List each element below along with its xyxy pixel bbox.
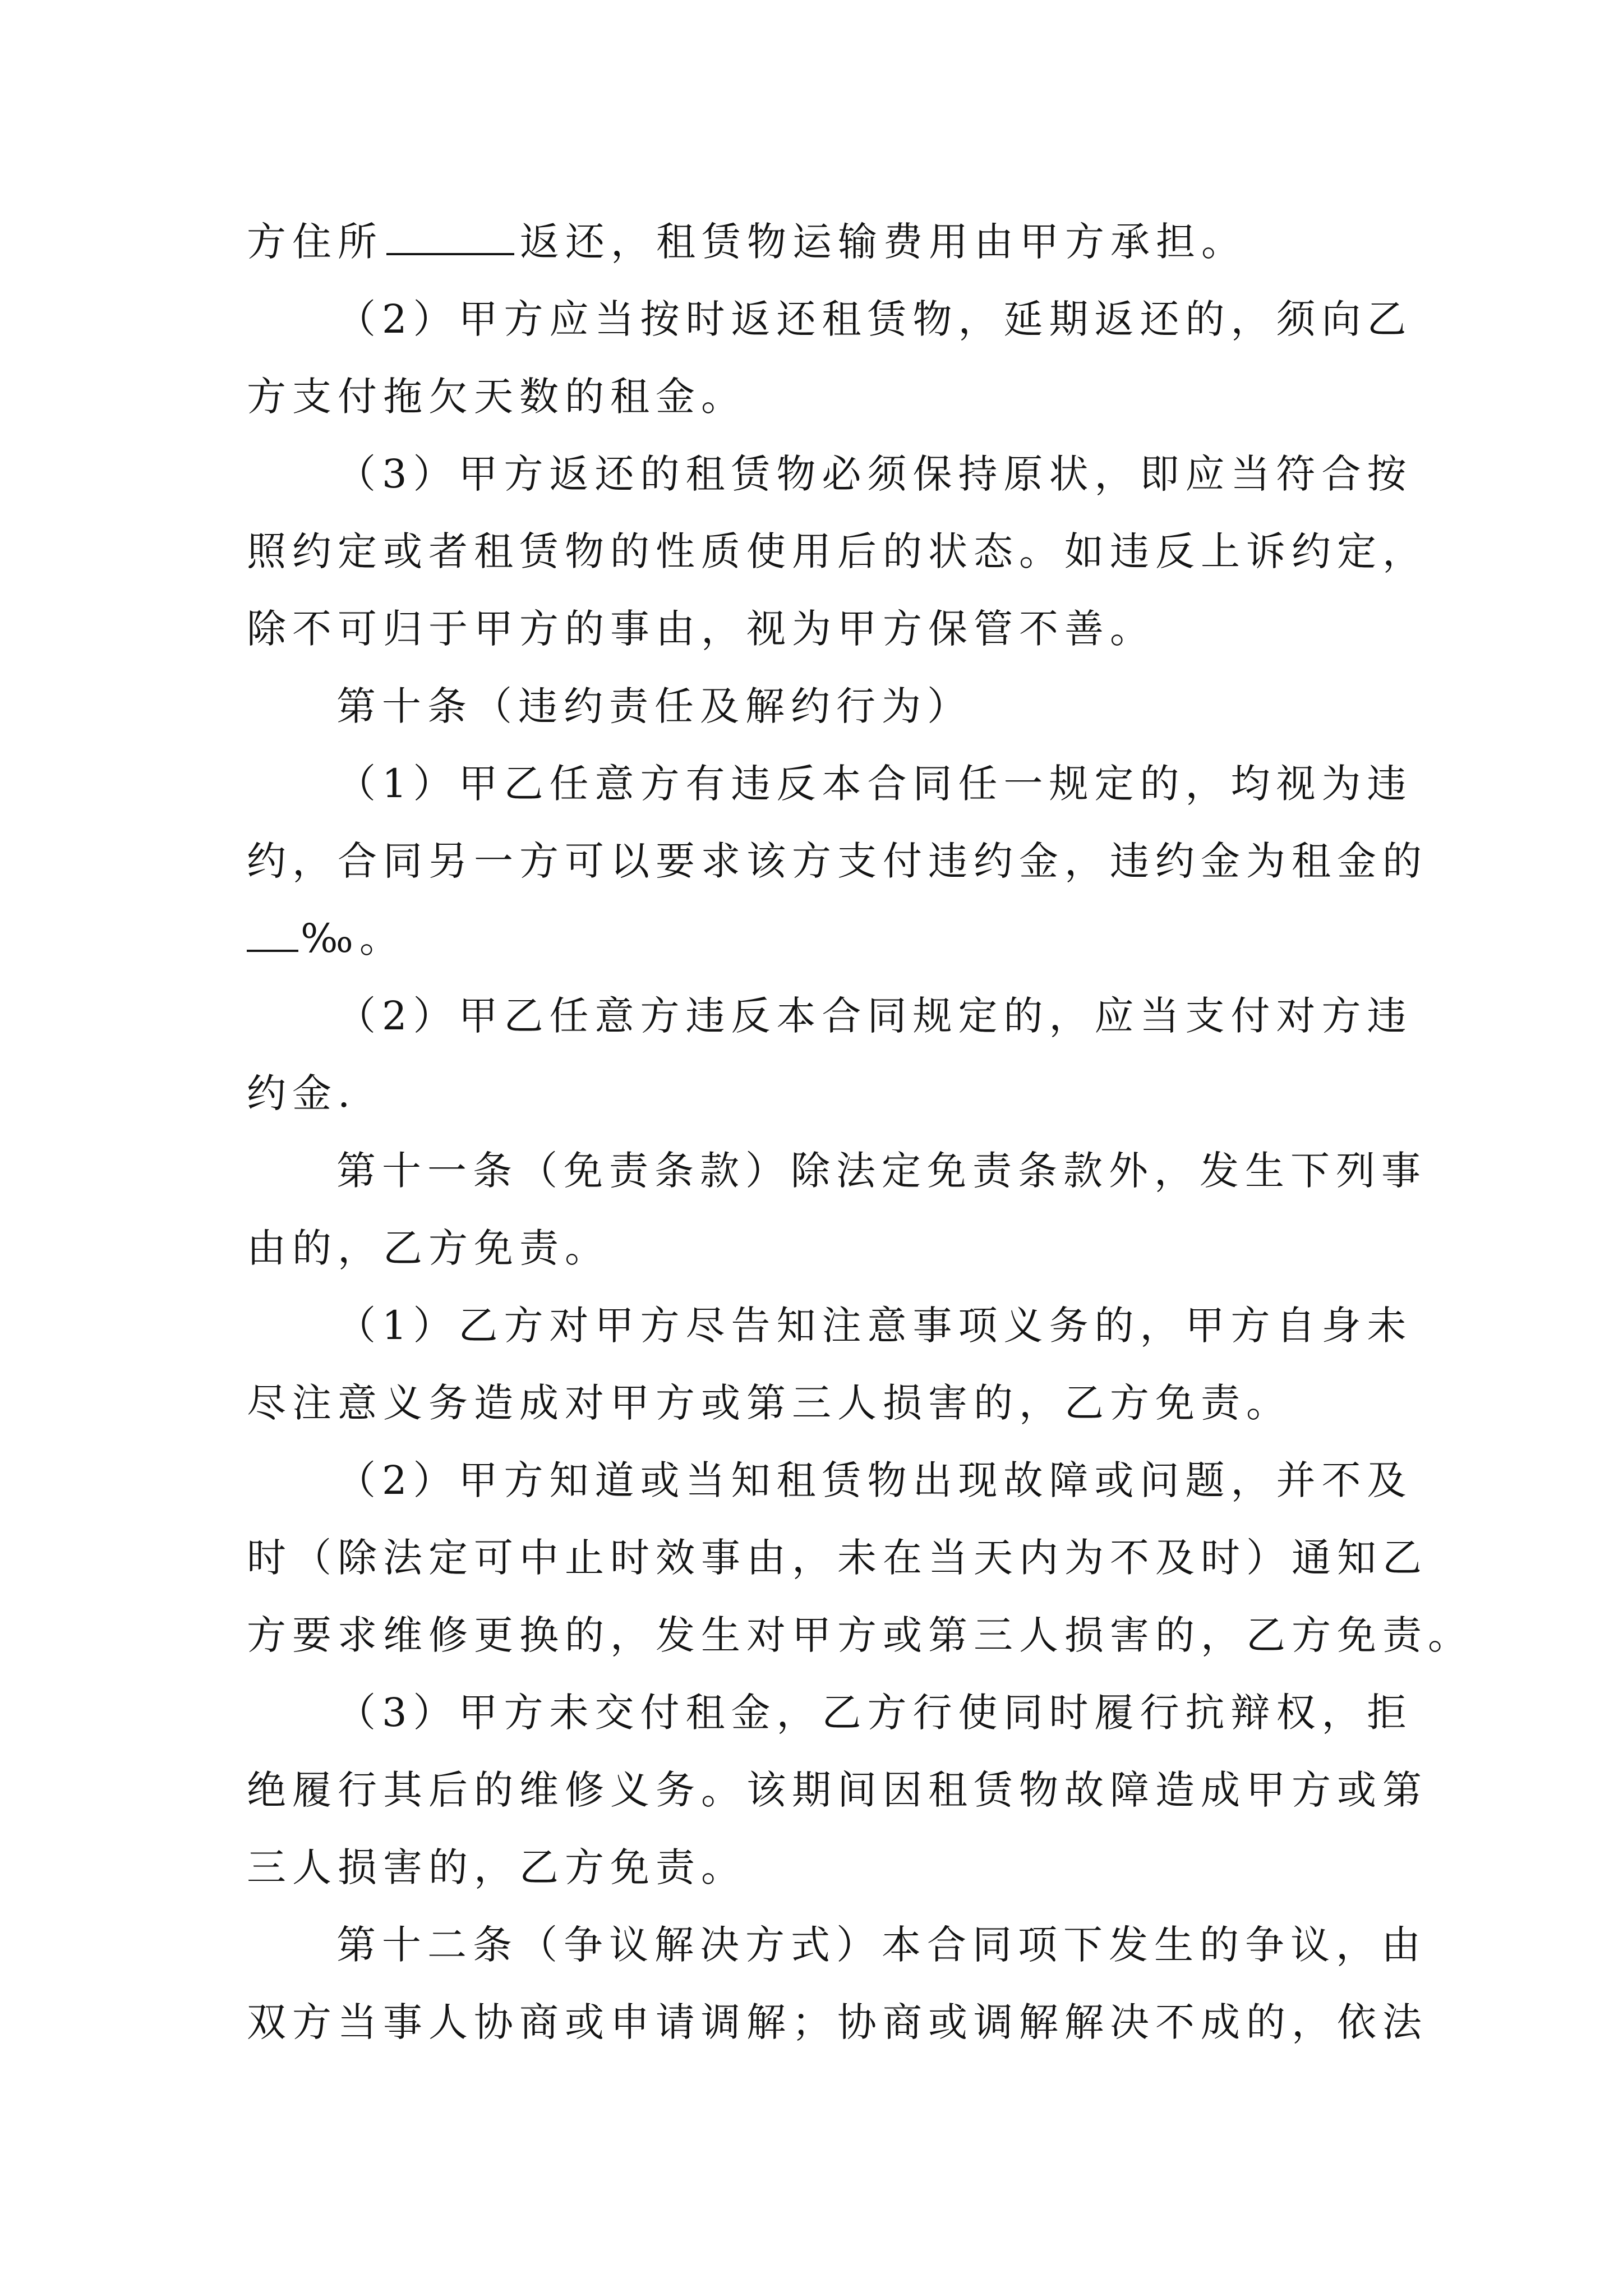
line-text: 方住所 <box>247 219 383 265</box>
paragraph-line: （2）甲方知道或当知租赁物出现故障或问题，并不及 <box>336 1457 1413 1503</box>
paragraph-line: 方要求维修更换的，发生对甲方或第三人损害的，乙方免责。 <box>247 1612 1473 1658</box>
blank-underline <box>247 918 298 952</box>
paragraph-line: （1）甲乙任意方有违反本合同任一规定的，均视为违 <box>336 761 1413 807</box>
paragraph-line: 三人损害的，乙方免责。 <box>247 1844 746 1890</box>
paragraph-line: （3）甲方未交付租金，乙方行使同时履行抗辩权，拒 <box>336 1690 1413 1736</box>
blank-underline <box>386 222 514 255</box>
paragraph-line: 方支付拖欠天数的租金。 <box>247 374 746 420</box>
line-text: 返还，租赁物运输费用由甲方承担。 <box>520 219 1247 265</box>
paragraph-line <box>247 900 1391 977</box>
section-heading: 第十条（违约责任及解约行为） <box>336 683 972 729</box>
section-heading: 第十一条（免责条款）除法定免责条款外，发生下列事 <box>336 1148 1427 1194</box>
paragraph-line: 双方当事人协商或申请调解；协商或调解解决不成的，依法 <box>247 1999 1428 2045</box>
paragraph-line: 尽注意义务造成对甲方或第三人损害的，乙方免责。 <box>247 1380 1292 1426</box>
paragraph-line: 照约定或者租赁物的性质使用后的状态。如违反上诉约定， <box>247 528 1428 574</box>
document-body <box>247 203 1473 2061</box>
paragraph-line <box>247 203 1391 280</box>
paragraph-line: 约金. <box>247 1070 357 1116</box>
paragraph-line: 绝履行其后的维修义务。该期间因租赁物故障造成甲方或第 <box>247 1767 1428 1813</box>
paragraph-line: （1）乙方对甲方尽告知注意事项义务的，甲方自身未 <box>336 1303 1413 1349</box>
section-heading: 第十二条（争议解决方式）本合同项下发生的争议，由 <box>336 1922 1427 1968</box>
paragraph-line: 由的，乙方免责。 <box>247 1225 610 1271</box>
paragraph-line: 时（除法定可中止时效事由，未在当天内为不及时）通知乙 <box>247 1535 1428 1581</box>
paragraph-line: （2）甲乙任意方违反本合同规定的，应当支付对方违 <box>336 993 1413 1039</box>
paragraph-line: （3）甲方返还的租赁物必须保持原状，即应当符合按 <box>336 451 1413 497</box>
paragraph-line: 除不可归于甲方的事由，视为甲方保管不善。 <box>247 606 1155 652</box>
line-text: ‰。 <box>301 915 405 961</box>
paragraph-line: 约，合同另一方可以要求该方支付违约金，违约金为租金的 <box>247 838 1428 884</box>
paragraph-line: （2）甲方应当按时返还租赁物，延期返还的，须向乙 <box>336 296 1413 342</box>
